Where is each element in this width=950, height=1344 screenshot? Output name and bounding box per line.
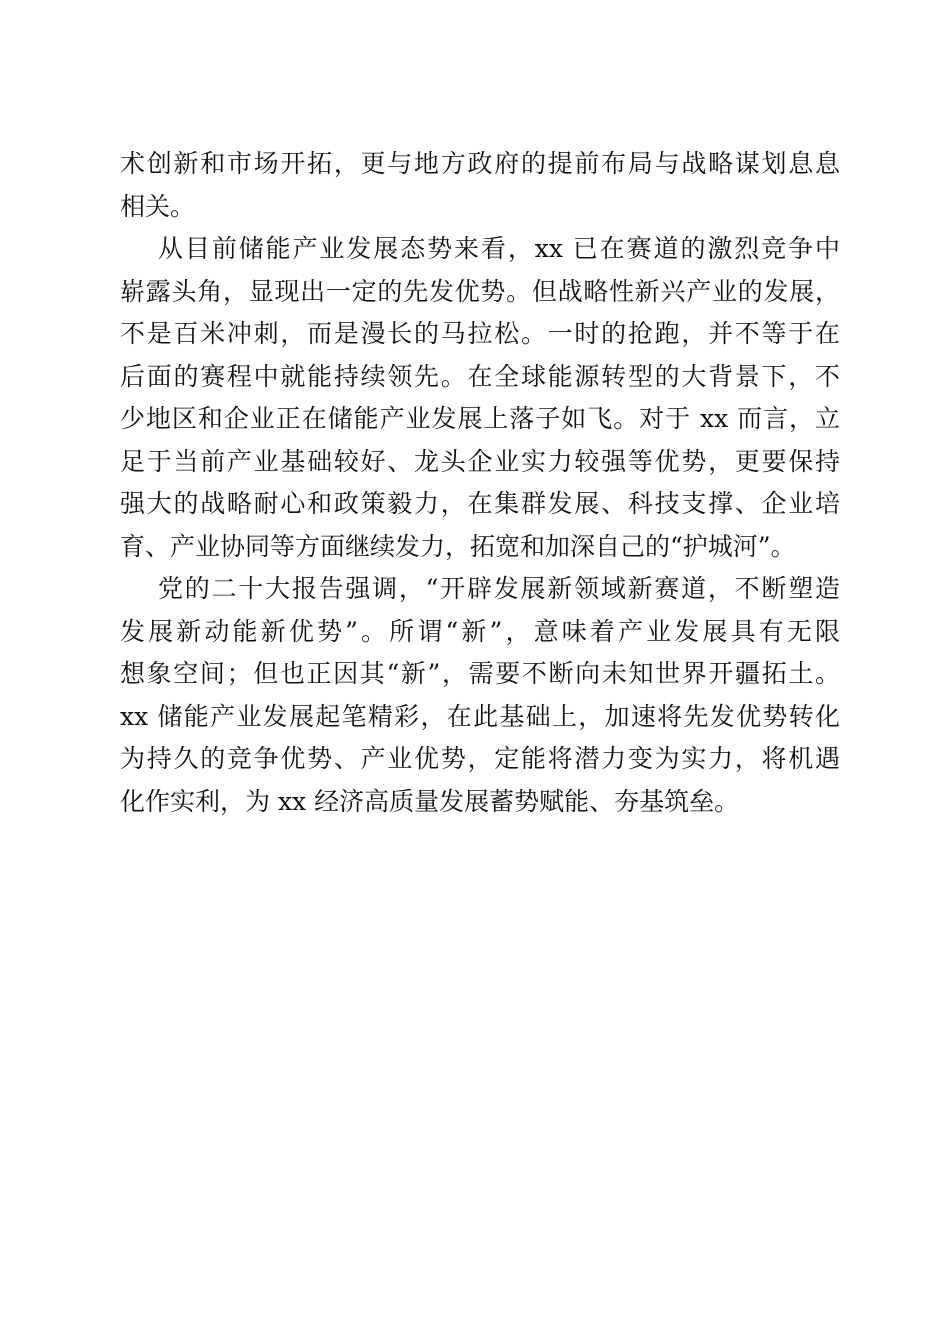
paragraph-line: 强大的战略耐心和政策毅力，在集群发展、科技支撑、企业培 [120, 489, 840, 518]
paragraph-line: 想象空间；但也正因其“新”，需要不断向未知世界开疆拓土。 [120, 659, 840, 688]
paragraph-3 [120, 568, 840, 823]
paragraph-2 [120, 228, 840, 568]
paragraph-line: 为持久的竞争优势、产业优势，定能将潜力变为实力，将机遇 [120, 744, 840, 773]
paragraph-line: 足于当前产业基础较好、龙头企业实力较强等优势，更要保持 [120, 446, 840, 476]
paragraph-line: 化作实利，为 xx 经济高质量发展蓄势赋能、夯基筑垒。 [120, 786, 740, 816]
paragraph-line: 后面的赛程中就能持续领先。在全球能源转型的大背景下，不 [120, 361, 840, 391]
paragraph-line: 发展新动能新优势”。所谓“新”，意味着产业发展具有无限 [120, 616, 840, 646]
paragraph-line: 少地区和企业正在储能产业发展上落子如飞。对于 xx 而言，立 [120, 404, 840, 433]
paragraph-line: 术创新和市场开拓，更与地方政府的提前布局与战略谋划息息 [120, 149, 840, 178]
paragraph-line: 相关。 [120, 191, 196, 221]
paragraph-line: 育、产业协同等方面继续发力，拓宽和加深自己的“护城河”。 [120, 531, 796, 561]
paragraph-line: 从目前储能产业发展态势来看，xx 已在赛道的激烈竞争中 [158, 234, 840, 263]
paragraph-1 [120, 143, 840, 228]
paragraph-line: xx 储能产业发展起笔精彩，在此基础上，加速将先发优势转化 [120, 701, 840, 731]
paragraph-line: 不是百米冲刺，而是漫长的马拉松。一时的抢跑，并不等于在 [120, 319, 840, 348]
document-body [120, 143, 840, 823]
paragraph-line: 崭露头角，显现出一定的先发优势。但战略性新兴产业的发展， [120, 276, 840, 306]
paragraph-line: 党的二十大报告强调，“开辟发展新领域新赛道，不断塑造 [158, 574, 840, 603]
